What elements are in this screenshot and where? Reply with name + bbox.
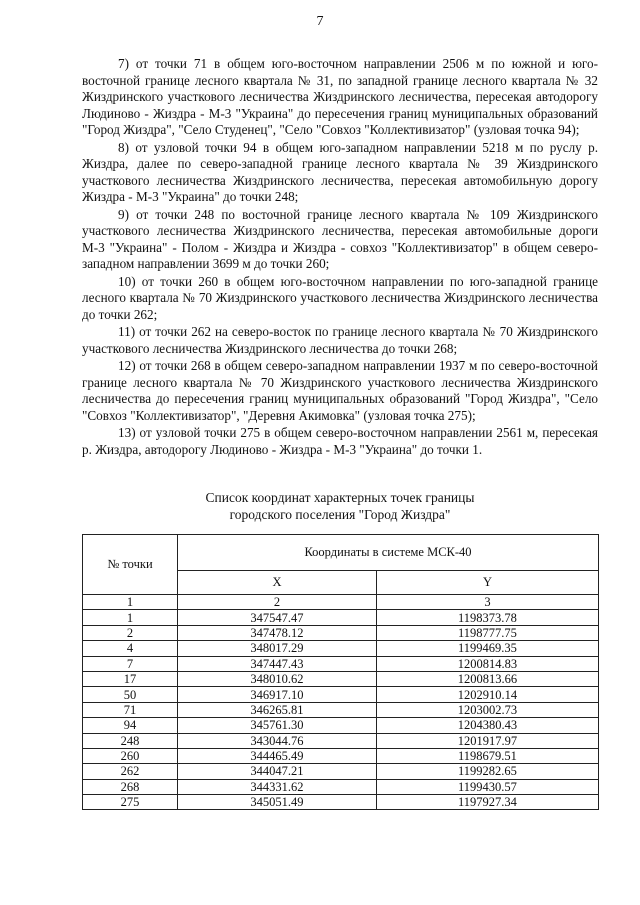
x-coordinate-cell: 346265.81 [178, 702, 377, 717]
x-coordinate-cell: 344465.49 [178, 748, 377, 763]
y-coordinate-cell: 1202910.14 [376, 687, 598, 702]
y-coordinate-cell: 1204380.43 [376, 718, 598, 733]
y-coordinate-cell: 1203002.73 [376, 702, 598, 717]
header-x: X [178, 571, 377, 595]
point-number-cell: 71 [83, 702, 178, 717]
paragraph-11: 11) от точки 262 на северо-восток по границе лесного квартала № 70 Жиздринского участкового лесничества Жиздринского лесничества до точки 268; [82, 324, 598, 356]
y-coordinate-cell: 1199430.57 [376, 779, 598, 794]
table-caption [82, 489, 598, 523]
y-coordinate-cell: 1197927.34 [376, 795, 598, 810]
table-row [83, 687, 599, 702]
x-coordinate-cell: 348010.62 [178, 671, 377, 686]
y-coordinate-cell: 1198679.51 [376, 748, 598, 763]
paragraph-9: 9) от точки 248 по восточной границе лесного квартала № 109 Жиздринского участкового лесничества Жиздринского лесничества, пересекая автомобильные дороги М-3 "Украина" - Полом - Жиздра и Жиздра - совхоз "Коллективизатор" в общем северо-западном направлении 3699 м до точки 260; [82, 206, 598, 271]
x-coordinate-cell: 348017.29 [178, 641, 377, 656]
paragraph-12: 12) от точки 268 в общем северо-западном направлении 1937 м по северо-восточной границе лесного квартала № 70 Жиздринского участкового лесничества Жиздринского лесничества до пересечения границ муниципальных образований "Город Жиздра", "Село "Совхоз "Коллективизатор", "Деревня Акимовка" (узловая точка 275); [82, 358, 598, 423]
y-coordinate-cell: 1200813.66 [376, 671, 598, 686]
point-number-cell: 2 [83, 625, 178, 640]
point-number-cell: 275 [83, 795, 178, 810]
point-number-cell: 1 [83, 610, 178, 625]
table-row [83, 641, 599, 656]
table-row [83, 748, 599, 763]
table-row [83, 702, 599, 717]
table-row [83, 764, 599, 779]
point-number-cell: 4 [83, 641, 178, 656]
point-number-cell: 248 [83, 733, 178, 748]
table-row [83, 610, 599, 625]
table-row [83, 656, 599, 671]
caption-line-1: Список координат характерных точек границы [205, 490, 475, 505]
page-number: 7 [316, 14, 324, 29]
paragraph-13: 13) от узловой точки 275 в общем северо-восточном направлении 2561 м, пересекая р. Жиздра, автодорогу Людиново - Жиздра - М-3 "Украина" до точки 1. [82, 425, 598, 457]
x-coordinate-cell: 344331.62 [178, 779, 377, 794]
x-coordinate-cell: 345051.49 [178, 795, 377, 810]
y-coordinate-cell: 1199469.35 [376, 641, 598, 656]
paragraph-7: 7) от точки 71 в общем юго-восточном направлении 2506 м по южной и юго-восточной границе лесного квартала № 31, по западной границе лесного квартала № 32 Жиздринского участкового лесничества Жиздринского лесничества, пересекая автодорогу Людиново - Жиздра - М-3 "Украина" до пересечения границ муниципальных образований "Город Жиздра", "Село Студенец", "Село "Совхоз "Коллективизатор" (узловая точка 94); [82, 56, 598, 137]
x-coordinate-cell: 345761.30 [178, 718, 377, 733]
point-number-cell: 50 [83, 687, 178, 702]
paragraph-10: 10) от точки 260 в общем юго-восточном направлении по юго-западной границе лесного квартала № 70 Жиздринского участкового лесничества Жиздринского лесничества до точки 262; [82, 273, 598, 322]
x-coordinate-cell: 347447.43 [178, 656, 377, 671]
point-number-cell: 262 [83, 764, 178, 779]
index-cell: 3 [376, 595, 598, 610]
header-y: Y [376, 571, 598, 595]
x-coordinate-cell: 343044.76 [178, 733, 377, 748]
table-row [83, 718, 599, 733]
point-number-cell: 268 [83, 779, 178, 794]
boundary-description [82, 56, 598, 459]
table-row [83, 733, 599, 748]
point-number-cell: 7 [83, 656, 178, 671]
table-body [83, 595, 599, 810]
y-coordinate-cell: 1199282.65 [376, 764, 598, 779]
header-coordinate-system: Координаты в системе МСК-40 [178, 535, 599, 571]
y-coordinate-cell: 1198373.78 [376, 610, 598, 625]
table-index-row [83, 595, 599, 610]
coordinates-table [82, 534, 599, 810]
table-row [83, 671, 599, 686]
x-coordinate-cell: 347547.47 [178, 610, 377, 625]
point-number-cell: 260 [83, 748, 178, 763]
y-coordinate-cell: 1198777.75 [376, 625, 598, 640]
index-cell: 2 [178, 595, 377, 610]
table-row [83, 779, 599, 794]
caption-line-2: городского поселения "Город Жиздра" [229, 507, 451, 522]
header-point-number: № точки [83, 535, 178, 595]
table-row [83, 795, 599, 810]
x-coordinate-cell: 344047.21 [178, 764, 377, 779]
y-coordinate-cell: 1200814.83 [376, 656, 598, 671]
x-coordinate-cell: 347478.12 [178, 625, 377, 640]
paragraph-8: 8) от узловой точки 94 в общем юго-западном направлении 5218 м по руслу р. Жиздра, далее по северо-западной границе лесного квартала № 39 Жиздринского участкового лесничества Жиздринского лесничества, пересекая автомобильную дорогу Жиздра - М-3 "Украина" до точки 248; [82, 139, 598, 204]
point-number-cell: 17 [83, 671, 178, 686]
point-number-cell: 94 [83, 718, 178, 733]
index-cell: 1 [83, 595, 178, 610]
y-coordinate-cell: 1201917.97 [376, 733, 598, 748]
table-row [83, 625, 599, 640]
x-coordinate-cell: 346917.10 [178, 687, 377, 702]
